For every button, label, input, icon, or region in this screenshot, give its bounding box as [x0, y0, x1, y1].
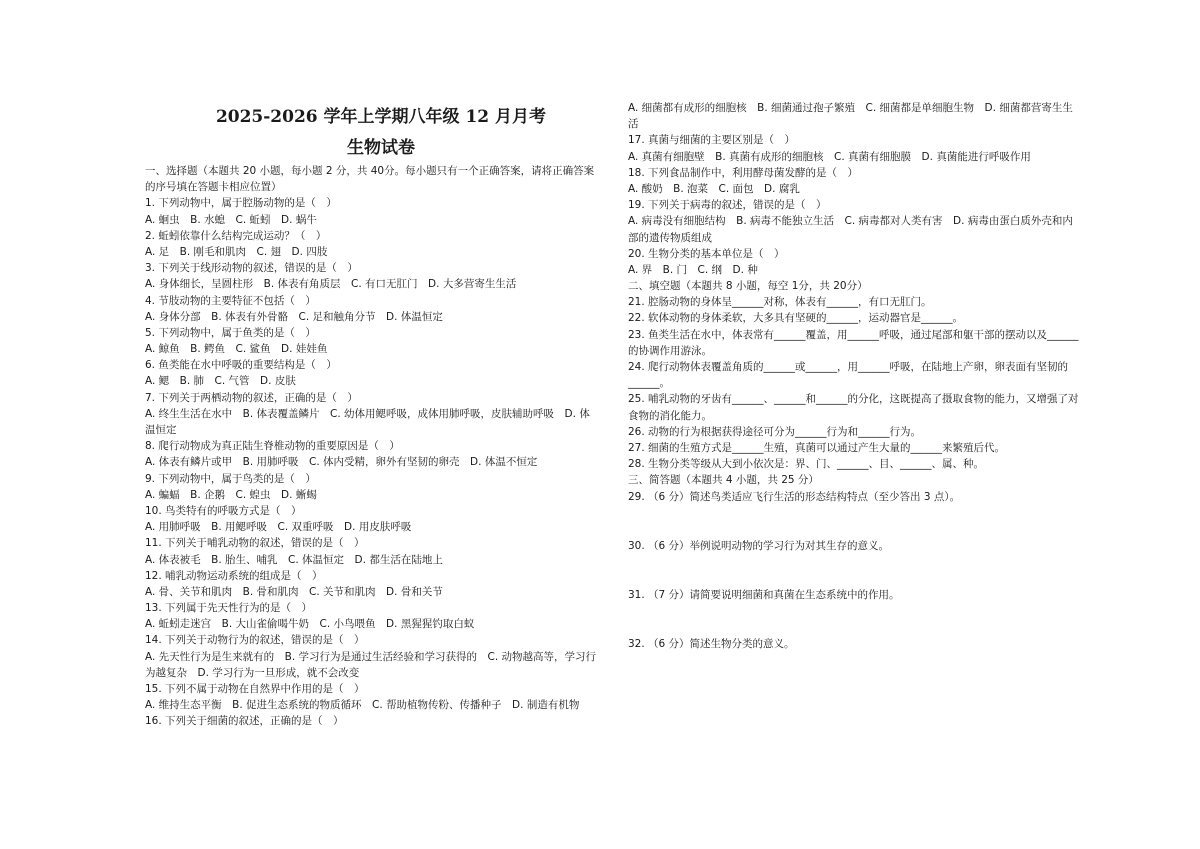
left-line: A. 终生生活在水中 B. 体表覆盖鳞片 C. 幼体用鳃呼吸，成体用肺呼吸，皮肤辅助呼吸 D. 体: [145, 407, 590, 420]
right-line: A. 酸奶 B. 泡菜 C. 面包 D. 腐乳: [628, 182, 800, 195]
left-line: 4. 节肢动物的主要特征不包括（ ）: [145, 294, 316, 307]
left-line: A. 蛔虫 B. 水螅 C. 蚯蚓 D. 蜗牛: [145, 213, 317, 226]
left-line: 为越复杂 D. 学习行为一旦形成，就不会改变: [145, 666, 360, 679]
right-line: 活: [628, 118, 639, 131]
right-line: 29. （6 分）简述鸟类适应飞行生活的形态结构特点（至少答出 3 点）。: [628, 490, 961, 503]
right-line: 27. 细菌的生殖方式是______生殖，真菌可以通过产生大量的______来繁殖后代。: [628, 441, 1006, 454]
left-column: [145, 106, 617, 730]
left-line: 温恒定: [145, 424, 177, 436]
left-line: A. 蝙蝠 B. 企鹅 C. 蝗虫 D. 蜥蜴: [145, 488, 317, 501]
right-line: 30. （6 分）举例说明动物的学习行为对其生存的意义。: [628, 539, 890, 552]
left-line: 的序号填在答题卡相应位置）: [145, 181, 282, 194]
exam-subtitle: 生物试卷: [347, 138, 415, 158]
left-line: A. 用肺呼吸 B. 用鳃呼吸 C. 双重呼吸 D. 用皮肤呼吸: [145, 521, 412, 534]
left-line: A. 鳃 B. 肺 C. 气管 D. 皮肤: [145, 375, 296, 388]
left-line: 3. 下列关于线形动物的叙述，错误的是（ ）: [145, 262, 358, 275]
left-line: 2. 蚯蚓依靠什么结构完成运动？（ ）: [145, 229, 327, 242]
right-line: 28. 生物分类等级从大到小依次是：界、门、______、目、______、属、种。: [628, 458, 985, 471]
right-line: 食物的消化能力。: [628, 409, 712, 422]
right-column: [628, 100, 1100, 652]
right-line: 21. 腔肠动物的身体呈______对称，体表有______，有口无肛门。: [628, 296, 932, 309]
left-line: 11. 下列关于哺乳动物的叙述，错误的是（ ）: [145, 537, 365, 550]
right-line: 的协调作用游泳。: [628, 344, 712, 357]
right-line: 18. 下列食品制作中，利用酵母菌发酵的是（ ）: [628, 166, 859, 179]
left-line: A. 骨、关节和肌肉 B. 骨和肌肉 C. 关节和肌肉 D. 骨和关节: [145, 585, 443, 598]
left-line: A. 足 B. 刚毛和肌肉 C. 翅 D. 四肢: [145, 245, 328, 258]
exam-title: 2025-2026 学年上学期八年级 12 月月考: [215, 107, 547, 127]
left-line: A. 身体分部 B. 体表有外骨骼 C. 足和触角分节 D. 体温恒定: [145, 310, 443, 323]
left-line: 9. 下列动物中，属于鸟类的是（ ）: [145, 472, 316, 485]
right-line: 24. 爬行动物体表覆盖角质的______或______，用______呼吸，在陆地上产卵，卵表面有坚韧的: [628, 361, 1069, 373]
left-line: 1. 下列动物中，属于腔肠动物的是（ ）: [145, 197, 337, 210]
left-line: 12. 哺乳动物运动系统的组成是（ ）: [145, 569, 323, 582]
left-line: 一、选择题（本题共 20 小题，每小题 2 分，共 40分。每小题只有一个正确答案，请将正确答案: [145, 165, 595, 177]
left-line: A. 维持生态平衡 B. 促进生态系统的物质循环 C. 帮助植物传粉、传播种子 D. 制造有机物: [145, 699, 580, 712]
left-line: A. 蚯蚓走迷宫 B. 大山雀偷喝牛奶 C. 小鸟喂鱼 D. 黑猩猩钓取白蚁: [145, 618, 475, 631]
right-line: 20. 生物分类的基本单位是（ ）: [628, 247, 785, 260]
right-line: 32. （6 分）简述生物分类的意义。: [628, 638, 795, 651]
right-line: 22. 软体动物的身体柔软，大多具有坚硬的______，运动器官是______。: [628, 312, 964, 325]
right-line: ______。: [628, 377, 670, 390]
left-question-list: [145, 163, 617, 730]
right-line: 25. 哺乳动物的牙齿有______、______和______的分化，这既提高了摄取食物的能力，又增强了对: [628, 393, 1079, 406]
left-line: A. 鲸鱼 B. 鳄鱼 C. 鲨鱼 D. 娃娃鱼: [145, 343, 328, 356]
right-line: 31. （7 分）请简要说明细菌和真菌在生态系统中的作用。: [628, 588, 900, 601]
right-line: 23. 鱼类生活在水中，体表常有______覆盖，用______呼吸，通过尾部和躯干部的摆动以及______: [628, 328, 1079, 341]
left-line: A. 先天性行为是生来就有的 B. 学习行为是通过生活经验和学习获得的 C. 动物越高等，学习行: [145, 650, 597, 663]
left-line: 14. 下列关于动物行为的叙述，错误的是（ ）: [145, 634, 365, 647]
left-line: 5. 下列动物中，属于鱼类的是（ ）: [145, 326, 316, 339]
left-line: A. 体表有鳞片或甲 B. 用肺呼吸 C. 体内受精，卵外有坚韧的卵壳 D. 体温不恒定: [145, 456, 538, 469]
right-line: A. 细菌都有成形的细胞核 B. 细菌通过孢子繁殖 C. 细菌都是单细胞生物 D. 细菌都营寄生生: [628, 102, 1073, 114]
right-line: A. 真菌有细胞壁 B. 真菌有成形的细胞核 C. 真菌有细胞膜 D. 真菌能进行呼吸作用: [628, 150, 1031, 163]
left-line: A. 体表被毛 B. 胎生、哺乳 C. 体温恒定 D. 都生活在陆地上: [145, 553, 443, 566]
right-line: 19. 下列关于病毒的叙述，错误的是（ ）: [628, 199, 827, 212]
left-line: 8. 爬行动物成为真正陆生脊椎动物的重要原因是（ ）: [145, 440, 400, 453]
right-question-list: [628, 100, 1100, 652]
left-line: 7. 下列关于两栖动物的叙述，正确的是（ ）: [145, 391, 358, 404]
right-line: A. 界 B. 门 C. 纲 D. 种: [628, 263, 758, 276]
right-line: 部的遗传物质组成: [628, 231, 712, 244]
left-line: 15. 下列不属于动物在自然界中作用的是（ ）: [145, 683, 365, 695]
right-line: 三、简答题（本题共 4 小题，共 25 分）: [628, 474, 819, 487]
right-line: 17. 真菌与细菌的主要区别是（ ）: [628, 134, 796, 147]
left-line: 6. 鱼类能在水中呼吸的重要结构是（ ）: [145, 359, 337, 372]
left-line: A. 身体细长，呈圆柱形 B. 体表有角质层 C. 有口无肛门 D. 大多营寄生生活: [145, 278, 517, 291]
right-line: A. 病毒没有细胞结构 B. 病毒不能独立生活 C. 病毒都对人类有害 D. 病毒由蛋白质外壳和内: [628, 215, 1073, 228]
left-line: 13. 下列属于先天性行为的是（ ）: [145, 602, 313, 615]
right-line: 二、填空题（本题共 8 小题，每空 1分，共 20分）: [628, 280, 868, 293]
left-line: 10. 鸟类特有的呼吸方式是（ ）: [145, 504, 302, 517]
left-line: 16. 下列关于细菌的叙述，正确的是（ ）: [145, 715, 344, 728]
right-line: 26. 动物的行为根据获得途径可分为______行为和______行为。: [628, 425, 922, 438]
